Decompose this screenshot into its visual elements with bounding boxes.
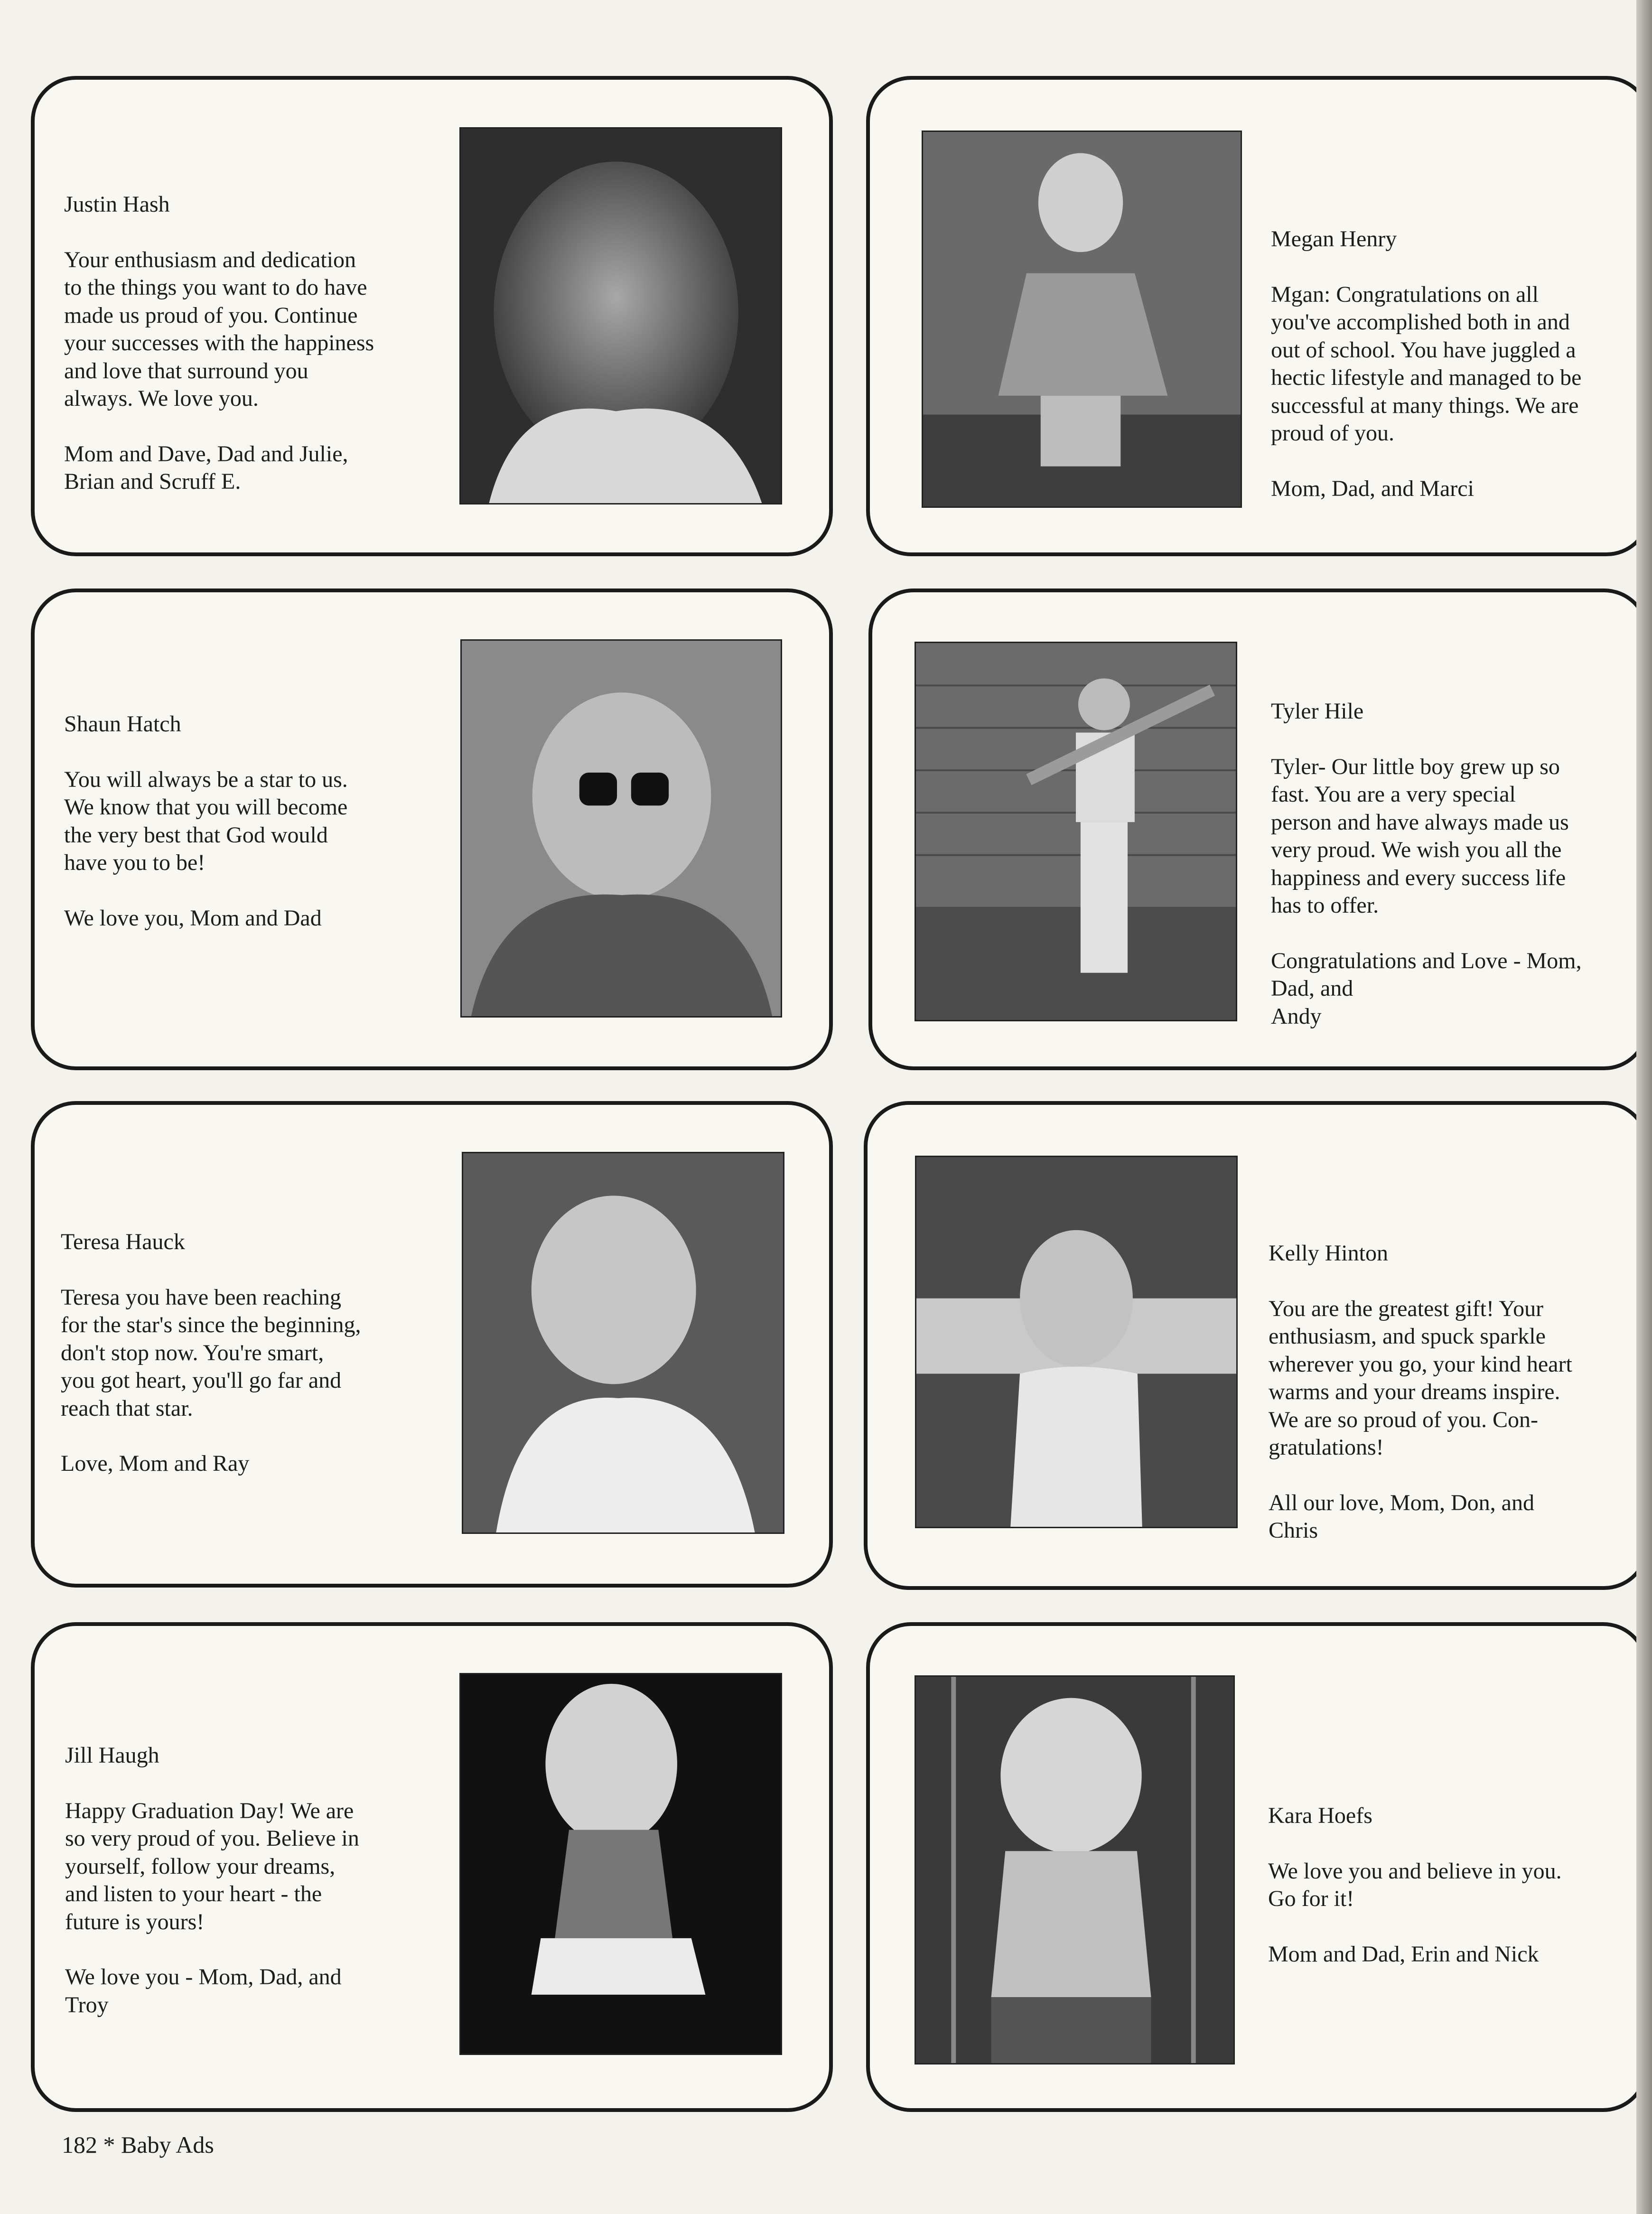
ad-text-tyler-hile xyxy=(1271,698,1646,1030)
ad-signature: Mom and Dave, Dad and Julie, Brian and Scruff E. xyxy=(64,441,348,494)
baby-photo-shaun-hatch xyxy=(460,639,782,1018)
ad-text-justin-hash xyxy=(64,191,453,496)
ad-message: Teresa you have been reaching for the star's since the beginning, don't stop now. You're smart, you got heart, you'll go far and reach that star. xyxy=(61,1284,361,1421)
ad-signature: Love, Mom and Ray xyxy=(61,1451,250,1476)
ad-signature: Congratulations and Love - Mom, Dad, and Andy xyxy=(1271,948,1582,1029)
ad-message: Mgan: Congratulations on all you've accomplished both in and out of school. You have juggled a hectic lifestyle and managed to be successful at many things. We are proud of you. xyxy=(1271,281,1582,446)
ad-text-kelly-hinton xyxy=(1269,1240,1643,1545)
ad-message: Happy Graduation Day! We are so very proud of you. Believe in yourself, follow your dreams, and listen to your heart - the future is yours! xyxy=(65,1798,359,1934)
page-edge xyxy=(1636,0,1652,2214)
ad-signature: Mom, Dad, and Marci xyxy=(1271,476,1474,501)
ad-message: You will always be a star to us. We know that you will become the very best that God would have you to be! xyxy=(64,766,348,875)
baby-photo-tyler-hile xyxy=(915,642,1237,1021)
ad-message: Tyler- Our little boy grew up so fast. You are a very special person and have always made us very proud. We wish you all the happiness and every success life has to offer. xyxy=(1271,754,1569,918)
baby-photo-megan-henry xyxy=(922,131,1242,508)
ad-text-teresa-hauck xyxy=(61,1228,459,1478)
ad-text-megan-henry xyxy=(1271,225,1641,503)
student-name: Kara Hoefs xyxy=(1268,1803,1372,1828)
ad-signature: All our love, Mom, Don, and Chris xyxy=(1269,1490,1534,1543)
student-name: Jill Haugh xyxy=(65,1743,159,1768)
ad-message: Your enthusiasm and dedication to the things you want to do have made us proud of you. Continue your successes with the happiness and love that surround you always. We love you. xyxy=(64,247,374,411)
ad-message: You are the greatest gift! Your enthusiasm, and spuck sparkle wherever you go, your kind heart warms and your dreams inspire. We are so proud of you. Con- gratulations! xyxy=(1269,1296,1572,1460)
ad-signature: Mom and Dad, Erin and Nick xyxy=(1268,1941,1539,1967)
baby-photo-jill-haugh xyxy=(459,1673,782,2055)
student-name: Teresa Hauck xyxy=(61,1229,185,1254)
ad-text-jill-haugh xyxy=(65,1742,454,2019)
ad-message: We love you and believe in you. Go for it! xyxy=(1268,1858,1562,1911)
baby-photo-justin-hash xyxy=(459,127,782,504)
ad-text-kara-hoefs xyxy=(1268,1802,1643,1968)
student-name: Shaun Hatch xyxy=(64,711,181,737)
baby-photo-kelly-hinton xyxy=(915,1156,1238,1528)
ad-signature: We love you - Mom, Dad, and Troy xyxy=(65,1964,342,2018)
ad-text-shaun-hatch xyxy=(64,710,453,932)
page-footer: 182 * Baby Ads xyxy=(62,2131,214,2158)
baby-photo-teresa-hauck xyxy=(462,1152,784,1534)
ad-signature: We love you, Mom and Dad xyxy=(64,905,322,931)
student-name: Tyler Hile xyxy=(1271,699,1364,724)
student-name: Kelly Hinton xyxy=(1269,1241,1388,1266)
student-name: Megan Henry xyxy=(1271,226,1397,252)
baby-photo-kara-hoefs xyxy=(915,1675,1235,2065)
student-name: Justin Hash xyxy=(64,192,170,217)
